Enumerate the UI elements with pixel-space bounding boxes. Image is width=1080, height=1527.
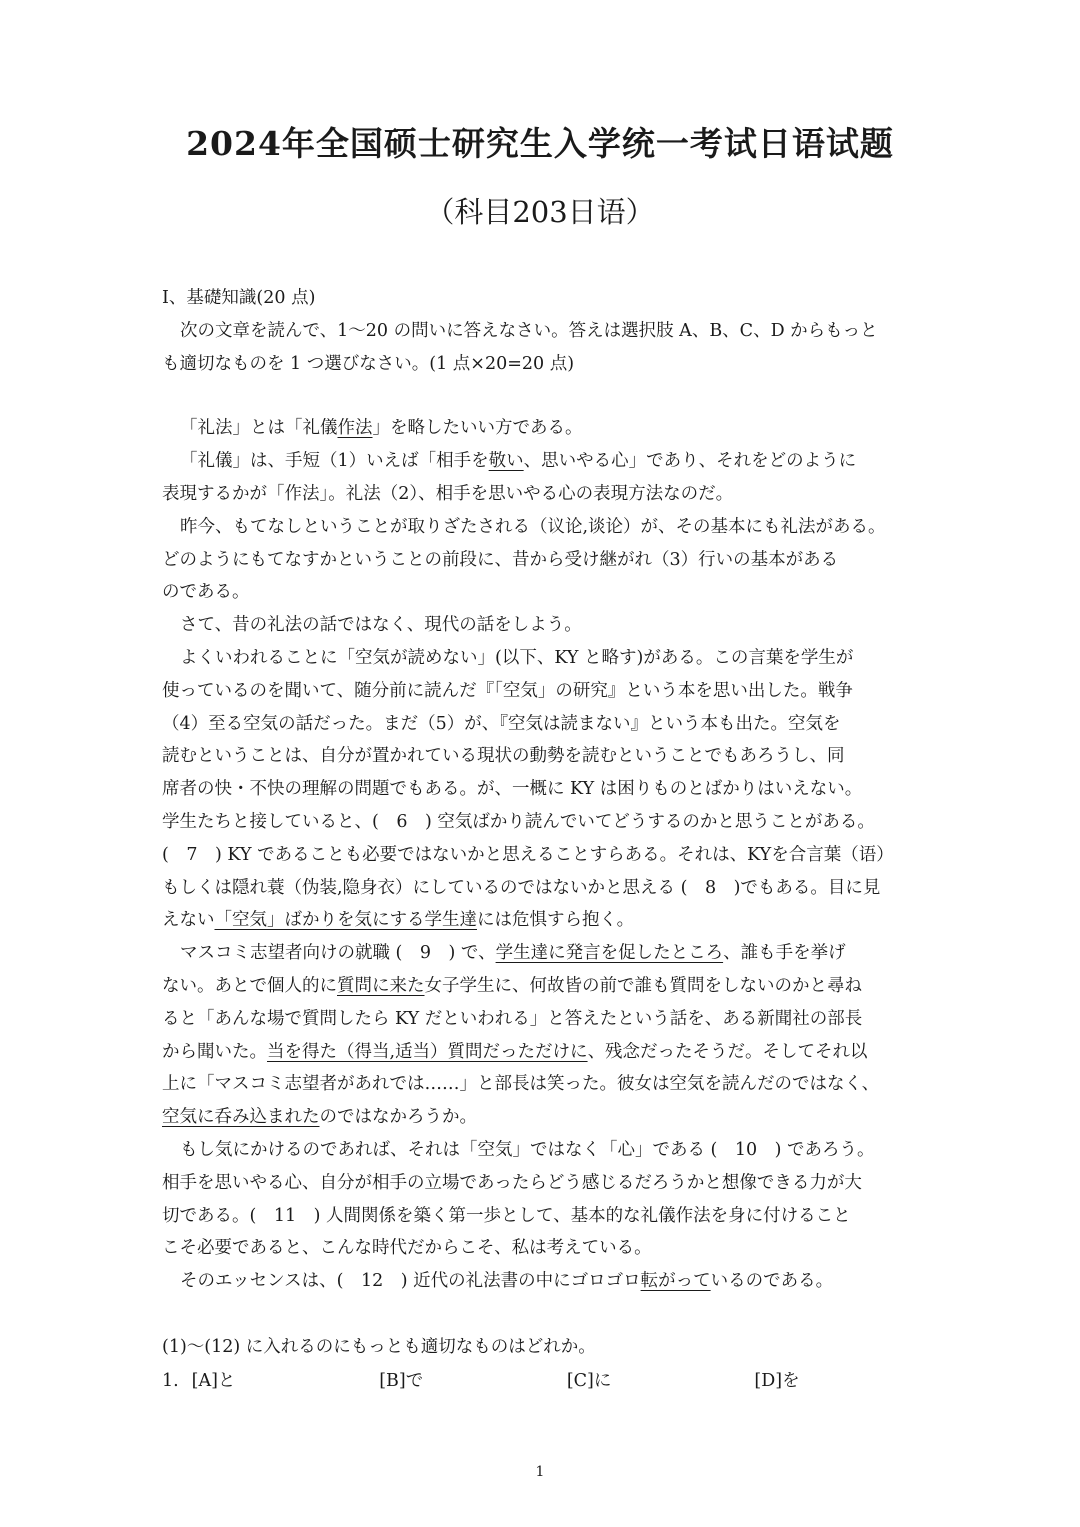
text: のではなかろうか。 [319,1107,477,1128]
passage-line: 読むということは、自分が置かれている現状の動勢を読むということでもあろうし、同 [162,746,845,767]
section-heading: I、基礎知識(20 点) [162,288,316,308]
instruction-line: 次の文章を読んで、1～20 の問いに答えなさい。答えは選択肢 A、B、C、D からもっと [180,320,878,341]
passage-line: 学生たちと接していると、( 6 ) 空気ばかり読んでいてどうするのかと思うことがある。 [162,811,875,832]
text: 女子学生に、何故皆の前で誰も質問をしないのかと尋ね [424,975,862,996]
passage-line: 切である。( 11 ) 人間関係を築く第一歩として、基本的な礼儀作法を身に付けること [162,1205,851,1226]
passage-line [162,904,942,937]
exam-body [162,282,942,1398]
passage-line: もし気にかけるのであれば、それは「空気」ではなく「心」である ( 10 ) であろう。 [180,1139,875,1160]
question-number: 1. [162,1370,179,1391]
question-options [162,1364,942,1398]
underlined-phrase: 作法 [337,418,373,439]
passage-line: よくいわれることに「空気が読めない」(以下、KY と略す)がある。この言葉を学生が [180,647,854,668]
passage-line: 席者の快・不快の理解の問題でもある。が、一概に KY は困りものとばかりはいえない。 [162,779,863,800]
underlined-phrase: 質問に来た [337,975,425,996]
passage-line [162,445,942,478]
text: 、思いやる心」であり、それをどのように [523,451,857,472]
passage-line: （4）至る空気の話だった。まだ（5）が、『空気は読まない』という本も出た。空気を [162,713,841,734]
passage-line: のである。 [162,582,250,603]
spacer [162,1298,942,1330]
page-number: 1 [535,1464,545,1480]
passage-line: ( 7 ) KY であることも必要ではないかと思えることすらある。それは、KYを合言葉（语） [162,844,894,865]
option-a: [A]と [191,1370,236,1391]
passage-line: さて、昔の礼法の話ではなく、現代の話をしよう。 [180,615,582,636]
option-b: [B]で [379,1370,424,1391]
spacer [162,380,942,412]
passage-line: どのようにもてなすかということの前段に、昔から受け継がれ（3）行いの基本がある [162,549,839,570]
passage-line [162,1101,942,1134]
text: いるのである。 [710,1271,834,1292]
underlined-phrase: 転がって [640,1271,711,1292]
option-d: [D]を [754,1370,800,1391]
passage-line: もしくは隠れ蓑（伪装,隐身衣）にしているのではないかと思える ( 8 )でもある。目に見 [162,877,881,898]
text: ない。あとで個人的に [162,975,337,996]
exam-title: 2024年全国硕士研究生入学统一考试日语试题 [186,124,894,163]
text: 「礼儀」は、手短（1）いえば「相手を [180,451,489,472]
passage [162,412,942,1298]
text: から聞いた。 [162,1041,267,1062]
passage-line: 使っているのを聞いて、随分前に読んだ『「空気」の研究』という本を思い出した。戦争 [162,680,853,701]
passage-line [162,1265,942,1298]
passage-line: 上に「マスコミ志望者があれでは……」と部長は笑った。彼女は空気を読んだのではなく、 [162,1074,880,1095]
passage-line [162,1036,942,1069]
text: には危惧すら抱く。 [477,910,635,931]
question-prompt: (1)～(12) に入れるのにもっとも適切なものはどれか。 [162,1336,596,1357]
underlined-phrase: 敬い [488,451,524,472]
text: 「礼法」とは「礼儀 [180,418,338,439]
text: マスコミ志望者向けの就職 ( 9 ) で、 [180,943,496,964]
option-c: [C]に [566,1370,612,1391]
passage-line: 相手を思いやる心、自分が相手の立場であったらどう感じるだろうかと想像できる力が大 [162,1172,862,1193]
passage-line: 昨今、もてなしということが取りざたされる（议论,谈论）が、その基本にも礼法がある。 [180,516,886,537]
instruction-line: も適切なものを 1 つ選びなさい。(1 点×20=20 点) [162,353,575,374]
underlined-phrase: 学生達に発言を促したところ [495,943,724,964]
text: えない [162,910,215,931]
underlined-phrase: 「空気」ばかりを気にする学生達 [214,910,477,931]
underlined-phrase: 当を得た（得当,适当）質問だっただけに [267,1041,588,1062]
passage-line [162,970,942,1003]
passage-line [162,412,942,445]
underlined-phrase: 空気に呑み込まれた [162,1107,320,1128]
text: 、誰も手を挙げ [723,943,846,964]
text: 」を略したいい方である。 [372,418,583,439]
exam-subtitle: （科目203日语） [425,195,655,229]
passage-line: こそ必要であると、こんな時代だからこそ、私は考えている。 [162,1238,652,1259]
passage-line: ると「あんな場で質問したら KY だといわれる」と答えたという話を、ある新聞社の部長 [162,1008,863,1029]
passage-line: 表現するかが「作法」。礼法（2）、相手を思いやる心の表現方法なのだ。 [162,483,734,504]
text: 、残念だったそうだ。そしてそれ以 [587,1041,868,1062]
text: そのエッセンスは、( 12 ) 近代の礼法書の中にゴロゴロ [180,1271,641,1292]
passage-line [162,937,942,970]
